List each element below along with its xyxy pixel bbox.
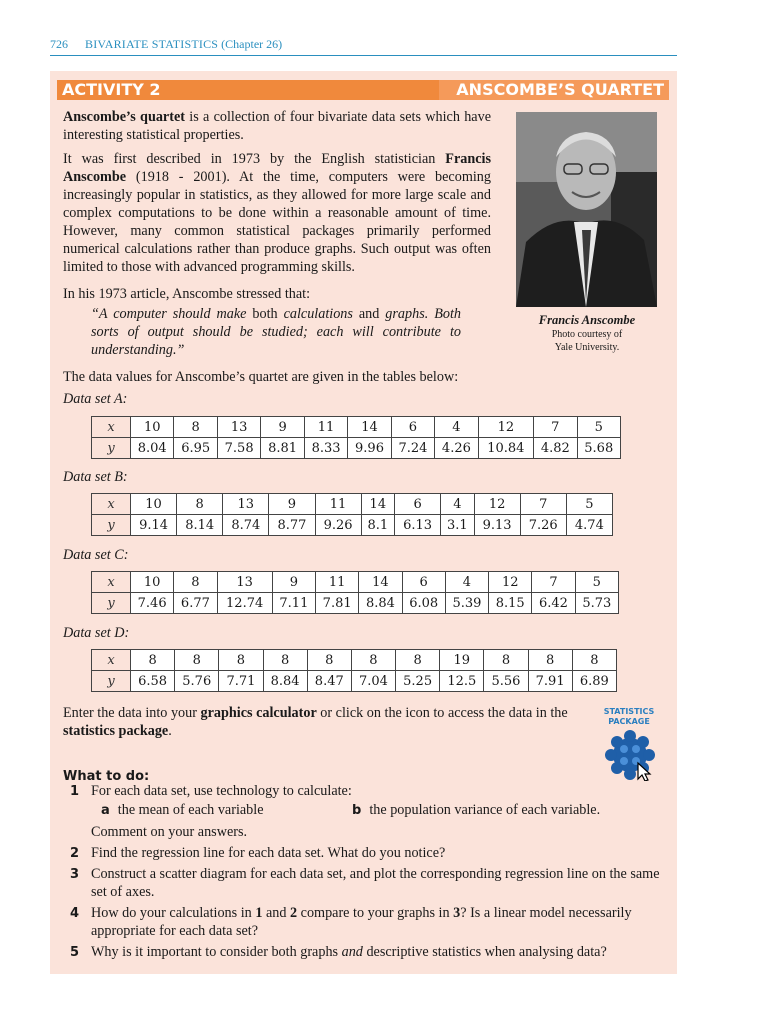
stat-label-line-1: STATISTICS bbox=[603, 707, 655, 716]
table-cell: 7.58 bbox=[217, 438, 260, 459]
table-cell: 8.04 bbox=[131, 438, 174, 459]
row-header-x: x bbox=[92, 650, 131, 671]
table-cell: 12 bbox=[489, 572, 532, 593]
q4-text-b: and bbox=[262, 905, 290, 921]
table-cell: 8 bbox=[351, 650, 395, 671]
table-cell: 8 bbox=[174, 417, 217, 438]
table-cell: 9.26 bbox=[315, 515, 361, 536]
table-cell: 13 bbox=[223, 494, 269, 515]
table-cell: 3.1 bbox=[441, 515, 474, 536]
intro-paragraph-4: The data values for Anscombe’s quartet are given in the tables below: bbox=[63, 369, 459, 385]
q4-text-c: compare to your graphs in bbox=[297, 905, 454, 921]
name-francis-anscombe: Francis Anscombe bbox=[63, 151, 491, 185]
question-1-number: 1 bbox=[70, 784, 80, 799]
statistics-package-icon[interactable] bbox=[604, 729, 656, 781]
question-5-text bbox=[91, 943, 669, 961]
quote-part-a: “A computer should make bbox=[91, 306, 253, 322]
dataset-c-label: Data set C: bbox=[63, 547, 129, 563]
table-cell: 14 bbox=[361, 494, 394, 515]
dataset-d-table bbox=[91, 649, 617, 692]
table-cell: 6.13 bbox=[395, 515, 441, 536]
table-cell: 4.74 bbox=[566, 515, 612, 536]
question-1b-text: the population variance of each variable. bbox=[369, 802, 601, 818]
dataset-b-label: Data set B: bbox=[63, 469, 128, 485]
table-cell: 5.39 bbox=[445, 593, 488, 614]
quote-part-d: and bbox=[358, 306, 380, 322]
intro-paragraph-2 bbox=[63, 150, 491, 276]
table-cell: 8.81 bbox=[261, 438, 304, 459]
table-cell: 8 bbox=[572, 650, 616, 671]
question-1-comment: Comment on your answers. bbox=[91, 824, 248, 840]
table-cell: 8 bbox=[307, 650, 351, 671]
photo-caption-credit bbox=[508, 328, 666, 354]
table-cell: 11 bbox=[304, 417, 347, 438]
dataset-a-table bbox=[91, 416, 621, 459]
table-cell: 7.46 bbox=[131, 593, 174, 614]
table-cell: 6 bbox=[391, 417, 434, 438]
table-cell: 8 bbox=[175, 650, 219, 671]
section-title: BIVARIATE STATISTICS bbox=[85, 37, 219, 51]
portrait-image bbox=[516, 112, 657, 307]
question-4-number: 4 bbox=[70, 906, 80, 921]
table-row-x bbox=[92, 494, 613, 515]
table-cell: 4 bbox=[445, 572, 488, 593]
table-cell: 9.14 bbox=[131, 515, 177, 536]
row-header-y: y bbox=[92, 593, 131, 614]
intro-p2-text-b: (1918 - 2001). At the time, computers were becoming increasingly popular in statistics, as they allowed for more large scale and complex computations to be done within a reasonable amount of time. However, many common statistical packages primarily performed numerical calculations rather than produce graphs. Such output was often limited to those with advanced programming skills. bbox=[63, 169, 491, 275]
q4-ref-3: 3 bbox=[453, 905, 461, 921]
graphics-calculator-term: graphics calculator bbox=[200, 705, 317, 721]
table-row-y bbox=[92, 515, 613, 536]
row-header-y: y bbox=[92, 438, 131, 459]
question-5-number: 5 bbox=[70, 945, 80, 960]
photo-credit-line-1: Photo courtesy of bbox=[551, 329, 623, 340]
quote-part-c: calculations bbox=[277, 306, 359, 322]
intro-paragraph-3: In his 1973 article, Anscombe stressed that: bbox=[63, 286, 311, 302]
table-cell: 5 bbox=[575, 572, 618, 593]
table-cell: 8.47 bbox=[307, 671, 351, 692]
table-cell: 8.14 bbox=[177, 515, 223, 536]
intro-paragraph-1 bbox=[63, 108, 491, 144]
stat-label-line-2: PACKAGE bbox=[608, 717, 650, 726]
table-cell: 8 bbox=[484, 650, 528, 671]
table-cell: 9 bbox=[272, 572, 315, 593]
table-cell: 8 bbox=[131, 650, 175, 671]
table-cell: 6.08 bbox=[402, 593, 445, 614]
question-1b-label: b bbox=[352, 803, 362, 818]
q5-italic: and bbox=[341, 944, 363, 960]
table-cell: 14 bbox=[359, 572, 402, 593]
table-cell: 6.95 bbox=[174, 438, 217, 459]
row-header-y: y bbox=[92, 671, 131, 692]
question-1b bbox=[352, 802, 600, 819]
question-2-text: Find the regression line for each data set. What do you notice? bbox=[91, 845, 446, 861]
q4-text-d: ? Is a linear model necessarily appropriate for each data set? bbox=[91, 905, 632, 939]
table-cell: 8.84 bbox=[263, 671, 307, 692]
table-cell: 4 bbox=[435, 417, 478, 438]
enter-data-instruction bbox=[63, 704, 588, 740]
photo-caption-name: Francis Anscombe bbox=[538, 313, 636, 327]
table-cell: 7.04 bbox=[351, 671, 395, 692]
table-cell: 6.42 bbox=[532, 593, 575, 614]
question-1a-label: a bbox=[101, 803, 110, 818]
table-cell: 12 bbox=[478, 417, 533, 438]
table-cell: 11 bbox=[316, 572, 359, 593]
chapter-ref: (Chapter 26) bbox=[221, 37, 283, 51]
table-cell: 4.82 bbox=[534, 438, 577, 459]
table-cell: 7.24 bbox=[391, 438, 434, 459]
table-cell: 8 bbox=[396, 650, 440, 671]
table-cell: 6.58 bbox=[131, 671, 175, 692]
table-cell: 8.84 bbox=[359, 593, 402, 614]
table-cell: 5.25 bbox=[396, 671, 440, 692]
running-header bbox=[50, 37, 282, 52]
q4-ref-2: 2 bbox=[290, 905, 298, 921]
table-cell: 13 bbox=[217, 572, 272, 593]
question-1a bbox=[101, 802, 264, 819]
table-cell: 8 bbox=[174, 572, 217, 593]
table-cell: 7 bbox=[534, 417, 577, 438]
dataset-a-label: Data set A: bbox=[63, 391, 128, 407]
table-cell: 6 bbox=[395, 494, 441, 515]
table-cell: 7 bbox=[532, 572, 575, 593]
q4-text-a: How do your calculations in bbox=[91, 905, 256, 921]
table-cell: 11 bbox=[315, 494, 361, 515]
enter-text-e: . bbox=[168, 723, 172, 739]
table-cell: 8.77 bbox=[269, 515, 315, 536]
table-cell: 6.89 bbox=[572, 671, 616, 692]
question-1-text: For each data set, use technology to calculate: bbox=[91, 783, 352, 799]
table-cell: 19 bbox=[440, 650, 484, 671]
term-anscombes-quartet: Anscombe’s quartet bbox=[63, 109, 185, 125]
table-cell: 13 bbox=[217, 417, 260, 438]
table-cell: 4 bbox=[441, 494, 474, 515]
question-2-number: 2 bbox=[70, 846, 80, 861]
anscombe-quote bbox=[91, 305, 461, 359]
statistics-package-label[interactable] bbox=[601, 707, 657, 727]
table-cell: 8 bbox=[219, 650, 263, 671]
table-cell: 12.74 bbox=[217, 593, 272, 614]
table-row-y bbox=[92, 593, 619, 614]
table-cell: 10 bbox=[131, 572, 174, 593]
table-cell: 5 bbox=[566, 494, 612, 515]
table-row-x bbox=[92, 417, 621, 438]
table-cell: 8.33 bbox=[304, 438, 347, 459]
table-cell: 9 bbox=[261, 417, 304, 438]
table-cell: 5.73 bbox=[575, 593, 618, 614]
table-cell: 6.77 bbox=[174, 593, 217, 614]
question-3-number: 3 bbox=[70, 867, 80, 882]
quote-part-b: both bbox=[252, 306, 278, 322]
table-row-x bbox=[92, 650, 617, 671]
q5-text-b: descriptive statistics when analysing data? bbox=[362, 944, 607, 960]
question-4-text bbox=[91, 904, 669, 940]
row-header-x: x bbox=[92, 494, 131, 515]
table-cell: 10.84 bbox=[478, 438, 533, 459]
table-cell: 5.56 bbox=[484, 671, 528, 692]
row-header-x: x bbox=[92, 417, 131, 438]
table-cell: 4.26 bbox=[435, 438, 478, 459]
table-cell: 5 bbox=[577, 417, 620, 438]
table-cell: 8.74 bbox=[223, 515, 269, 536]
activity-banner bbox=[57, 80, 669, 100]
table-cell: 8.1 bbox=[361, 515, 394, 536]
table-cell: 12.5 bbox=[440, 671, 484, 692]
question-1a-text: the mean of each variable bbox=[117, 802, 264, 818]
table-cell: 6 bbox=[402, 572, 445, 593]
table-cell: 10 bbox=[131, 417, 174, 438]
question-3-text: Construct a scatter diagram for each data set, and plot the corresponding regression line on the same set of axes. bbox=[91, 866, 660, 900]
table-cell: 5.76 bbox=[175, 671, 219, 692]
anscombe-photo bbox=[516, 112, 657, 307]
table-cell: 7.71 bbox=[219, 671, 263, 692]
table-cell: 8.15 bbox=[489, 593, 532, 614]
row-header-x: x bbox=[92, 572, 131, 593]
dataset-c-table bbox=[91, 571, 619, 614]
dataset-d-label: Data set D: bbox=[63, 625, 130, 641]
header-rule bbox=[50, 55, 677, 56]
q4-ref-1: 1 bbox=[255, 905, 263, 921]
table-cell: 14 bbox=[348, 417, 391, 438]
puzzle-icon bbox=[604, 729, 656, 781]
table-row-x bbox=[92, 572, 619, 593]
table-cell: 8 bbox=[263, 650, 307, 671]
table-cell: 7.81 bbox=[316, 593, 359, 614]
table-cell: 9 bbox=[269, 494, 315, 515]
table-cell: 10 bbox=[131, 494, 177, 515]
activity-number: ACTIVITY 2 bbox=[62, 80, 161, 99]
what-to-do-heading: What to do: bbox=[63, 769, 150, 784]
table-row-y bbox=[92, 438, 621, 459]
q5-text-a: Why is it important to consider both graphs bbox=[91, 944, 342, 960]
table-cell: 7 bbox=[520, 494, 566, 515]
table-cell: 8 bbox=[528, 650, 572, 671]
intro-p2-text-a: It was first described in 1973 by the English statistician bbox=[63, 151, 446, 167]
activity-title: ANSCOMBE’S QUARTET bbox=[456, 80, 664, 99]
quote-part-e: graphs. Both sorts of output should be studied; each will contribute to understanding.” bbox=[91, 306, 462, 358]
table-cell: 7.91 bbox=[528, 671, 572, 692]
dataset-b-table bbox=[91, 493, 613, 536]
photo-credit-line-2: Yale University. bbox=[554, 342, 620, 353]
table-row-y bbox=[92, 671, 617, 692]
table-cell: 9.13 bbox=[474, 515, 520, 536]
enter-text-c: or click on the icon to access the data in the bbox=[316, 705, 568, 721]
table-cell: 5.68 bbox=[577, 438, 620, 459]
table-cell: 12 bbox=[474, 494, 520, 515]
table-cell: 9.96 bbox=[348, 438, 391, 459]
statistics-package-term: statistics package bbox=[63, 723, 169, 739]
page-number: 726 bbox=[50, 37, 68, 51]
table-cell: 7.11 bbox=[272, 593, 315, 614]
enter-text-a: Enter the data into your bbox=[63, 705, 201, 721]
intro-p1-text: is a collection of four bivariate data sets which have interesting statistical properties. bbox=[63, 109, 491, 143]
row-header-y: y bbox=[92, 515, 131, 536]
table-cell: 7.26 bbox=[520, 515, 566, 536]
table-cell: 8 bbox=[177, 494, 223, 515]
